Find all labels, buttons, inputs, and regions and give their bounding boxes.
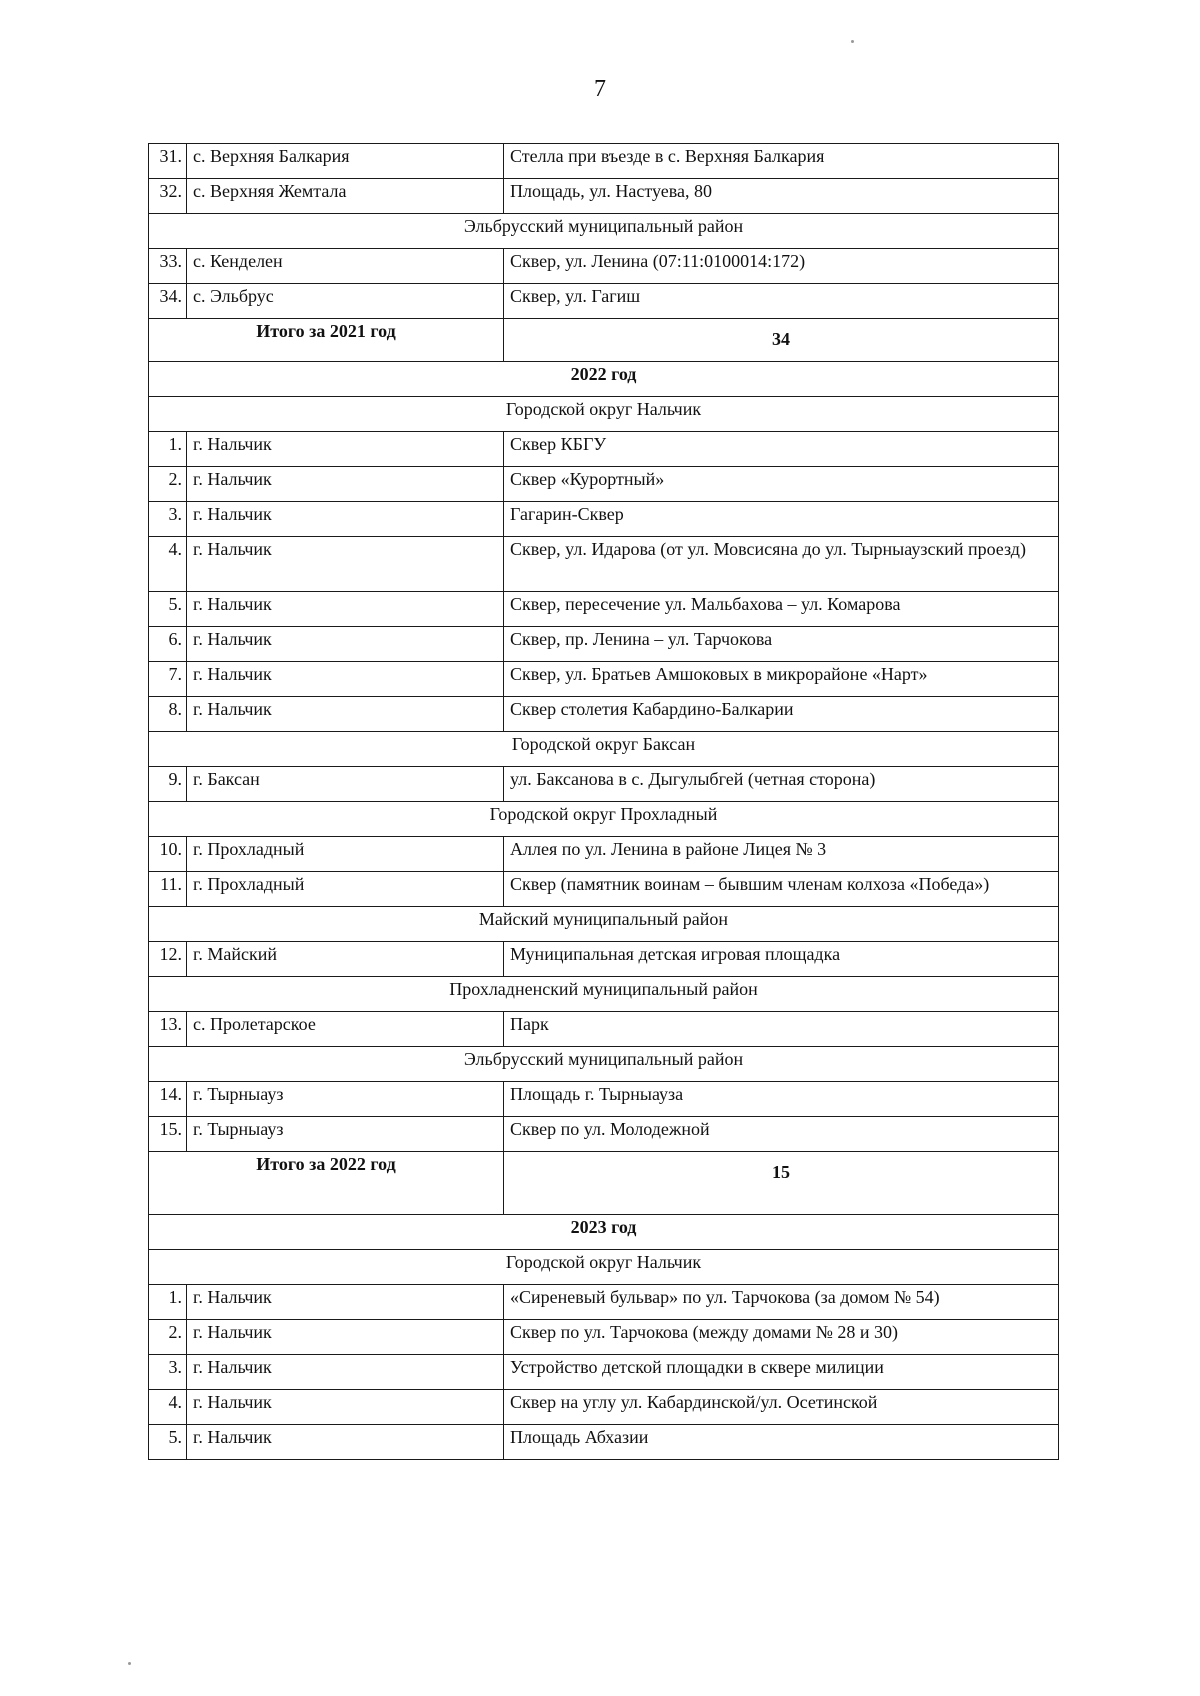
section-heading: Городской округ Нальчик bbox=[149, 397, 1059, 432]
row-object: Сквер, ул. Братьев Амшоковых в микрорайоне «Нарт» bbox=[504, 662, 1059, 697]
row-object: Устройство детской площадки в сквере милиции bbox=[504, 1355, 1059, 1390]
row-number: 9. bbox=[149, 767, 187, 802]
table-row bbox=[149, 537, 1059, 592]
row-number: 2. bbox=[149, 467, 187, 502]
section-heading: Эльбрусский муниципальный район bbox=[149, 214, 1059, 249]
section-row bbox=[149, 977, 1059, 1012]
table-row bbox=[149, 144, 1059, 179]
section-heading: Городской округ Баксан bbox=[149, 732, 1059, 767]
year-heading: 2022 год bbox=[149, 362, 1059, 397]
row-number: 32. bbox=[149, 179, 187, 214]
row-number: 14. bbox=[149, 1082, 187, 1117]
row-place: с. Пролетарское bbox=[187, 1012, 504, 1047]
section-row bbox=[149, 907, 1059, 942]
row-place: г. Нальчик bbox=[187, 592, 504, 627]
row-number: 11. bbox=[149, 872, 187, 907]
row-place: г. Нальчик bbox=[187, 467, 504, 502]
row-number: 10. bbox=[149, 837, 187, 872]
row-place: с. Кенделен bbox=[187, 249, 504, 284]
total-value: 15 bbox=[504, 1152, 1059, 1215]
row-object: Сквер, ул. Идарова (от ул. Мовсисяна до ул. Тырныаузский проезд) bbox=[504, 537, 1059, 592]
row-number: 31. bbox=[149, 144, 187, 179]
row-number: 12. bbox=[149, 942, 187, 977]
row-number: 15. bbox=[149, 1117, 187, 1152]
row-place: г. Тырныауз bbox=[187, 1117, 504, 1152]
row-object: Аллея по ул. Ленина в районе Лицея № 3 bbox=[504, 837, 1059, 872]
section-heading: Майский муниципальный район bbox=[149, 907, 1059, 942]
total-label: Итого за 2022 год bbox=[149, 1152, 504, 1215]
row-number: 33. bbox=[149, 249, 187, 284]
scan-speck bbox=[851, 40, 854, 43]
row-place: г. Нальчик bbox=[187, 662, 504, 697]
row-place: г. Баксан bbox=[187, 767, 504, 802]
row-object: Сквер по ул. Тарчокова (между домами № 28 и 30) bbox=[504, 1320, 1059, 1355]
table-row bbox=[149, 942, 1059, 977]
section-heading: Городской округ Прохладный bbox=[149, 802, 1059, 837]
section-row bbox=[149, 214, 1059, 249]
row-object: Сквер столетия Кабардино-Балкарии bbox=[504, 697, 1059, 732]
row-place: с. Верхняя Жемтала bbox=[187, 179, 504, 214]
row-number: 13. bbox=[149, 1012, 187, 1047]
row-number: 6. bbox=[149, 627, 187, 662]
row-place: г. Нальчик bbox=[187, 697, 504, 732]
table-row bbox=[149, 502, 1059, 537]
table-row bbox=[149, 662, 1059, 697]
row-object: «Сиреневый бульвар» по ул. Тарчокова (за домом № 54) bbox=[504, 1285, 1059, 1320]
row-place: г. Нальчик bbox=[187, 627, 504, 662]
row-object: Гагарин-Сквер bbox=[504, 502, 1059, 537]
table-row bbox=[149, 1425, 1059, 1460]
row-number: 3. bbox=[149, 502, 187, 537]
row-place: г. Прохладный bbox=[187, 837, 504, 872]
row-object: Сквер «Курортный» bbox=[504, 467, 1059, 502]
row-place: г. Нальчик bbox=[187, 1425, 504, 1460]
year-row bbox=[149, 1215, 1059, 1250]
table-row bbox=[149, 837, 1059, 872]
table-row bbox=[149, 767, 1059, 802]
table-row bbox=[149, 1355, 1059, 1390]
total-label: Итого за 2021 год bbox=[149, 319, 504, 362]
row-object: ул. Баксанова в с. Дыгулыбгей (четная сторона) bbox=[504, 767, 1059, 802]
row-number: 5. bbox=[149, 1425, 187, 1460]
table-row bbox=[149, 627, 1059, 662]
table-row bbox=[149, 1012, 1059, 1047]
objects-table bbox=[148, 143, 1059, 1460]
row-place: г. Нальчик bbox=[187, 432, 504, 467]
row-number: 1. bbox=[149, 432, 187, 467]
row-place: с. Эльбрус bbox=[187, 284, 504, 319]
row-object: Муниципальная детская игровая площадка bbox=[504, 942, 1059, 977]
row-object: Сквер, пр. Ленина – ул. Тарчокова bbox=[504, 627, 1059, 662]
table-row bbox=[149, 592, 1059, 627]
row-number: 1. bbox=[149, 1285, 187, 1320]
section-row bbox=[149, 1047, 1059, 1082]
year-row bbox=[149, 362, 1059, 397]
row-object: Сквер, ул. Гагиш bbox=[504, 284, 1059, 319]
row-place: г. Нальчик bbox=[187, 1390, 504, 1425]
year-heading: 2023 год bbox=[149, 1215, 1059, 1250]
total-value: 34 bbox=[504, 319, 1059, 362]
row-number: 34. bbox=[149, 284, 187, 319]
row-number: 5. bbox=[149, 592, 187, 627]
row-place: г. Нальчик bbox=[187, 502, 504, 537]
table-row bbox=[149, 697, 1059, 732]
row-place: с. Верхняя Балкария bbox=[187, 144, 504, 179]
table-row bbox=[149, 432, 1059, 467]
section-heading: Городской округ Нальчик bbox=[149, 1250, 1059, 1285]
table-row bbox=[149, 1117, 1059, 1152]
total-row bbox=[149, 319, 1059, 362]
page-number: 7 bbox=[594, 76, 606, 102]
row-object: Площадь Абхазии bbox=[504, 1425, 1059, 1460]
total-row bbox=[149, 1152, 1059, 1215]
row-number: 3. bbox=[149, 1355, 187, 1390]
section-row bbox=[149, 397, 1059, 432]
row-object: Сквер по ул. Молодежной bbox=[504, 1117, 1059, 1152]
row-place: г. Нальчик bbox=[187, 1355, 504, 1390]
row-place: г. Нальчик bbox=[187, 1285, 504, 1320]
row-number: 4. bbox=[149, 1390, 187, 1425]
section-row bbox=[149, 1250, 1059, 1285]
section-heading: Эльбрусский муниципальный район bbox=[149, 1047, 1059, 1082]
row-place: г. Нальчик bbox=[187, 537, 504, 592]
row-object: Площадь, ул. Настуева, 80 bbox=[504, 179, 1059, 214]
row-object: Сквер КБГУ bbox=[504, 432, 1059, 467]
table-row bbox=[149, 249, 1059, 284]
table-row bbox=[149, 1390, 1059, 1425]
table-row bbox=[149, 872, 1059, 907]
table-row bbox=[149, 1320, 1059, 1355]
row-object: Сквер, ул. Ленина (07:11:0100014:172) bbox=[504, 249, 1059, 284]
row-object: Сквер (памятник воинам – бывшим членам колхоза «Победа») bbox=[504, 872, 1059, 907]
row-number: 8. bbox=[149, 697, 187, 732]
row-place: г. Прохладный bbox=[187, 872, 504, 907]
scan-speck bbox=[128, 1662, 131, 1665]
table-row bbox=[149, 284, 1059, 319]
row-number: 4. bbox=[149, 537, 187, 592]
row-number: 2. bbox=[149, 1320, 187, 1355]
row-object: Сквер на углу ул. Кабардинской/ул. Осетинской bbox=[504, 1390, 1059, 1425]
row-object: Стелла при въезде в с. Верхняя Балкария bbox=[504, 144, 1059, 179]
row-object: Парк bbox=[504, 1012, 1059, 1047]
row-place: г. Тырныауз bbox=[187, 1082, 504, 1117]
table-row bbox=[149, 467, 1059, 502]
section-row bbox=[149, 802, 1059, 837]
row-place: г. Нальчик bbox=[187, 1320, 504, 1355]
row-place: г. Майский bbox=[187, 942, 504, 977]
row-number: 7. bbox=[149, 662, 187, 697]
table-row bbox=[149, 1285, 1059, 1320]
row-object: Сквер, пересечение ул. Мальбахова – ул. Комарова bbox=[504, 592, 1059, 627]
table-row bbox=[149, 1082, 1059, 1117]
section-heading: Прохладненский муниципальный район bbox=[149, 977, 1059, 1012]
section-row bbox=[149, 732, 1059, 767]
table-row bbox=[149, 179, 1059, 214]
row-object: Площадь г. Тырныауза bbox=[504, 1082, 1059, 1117]
